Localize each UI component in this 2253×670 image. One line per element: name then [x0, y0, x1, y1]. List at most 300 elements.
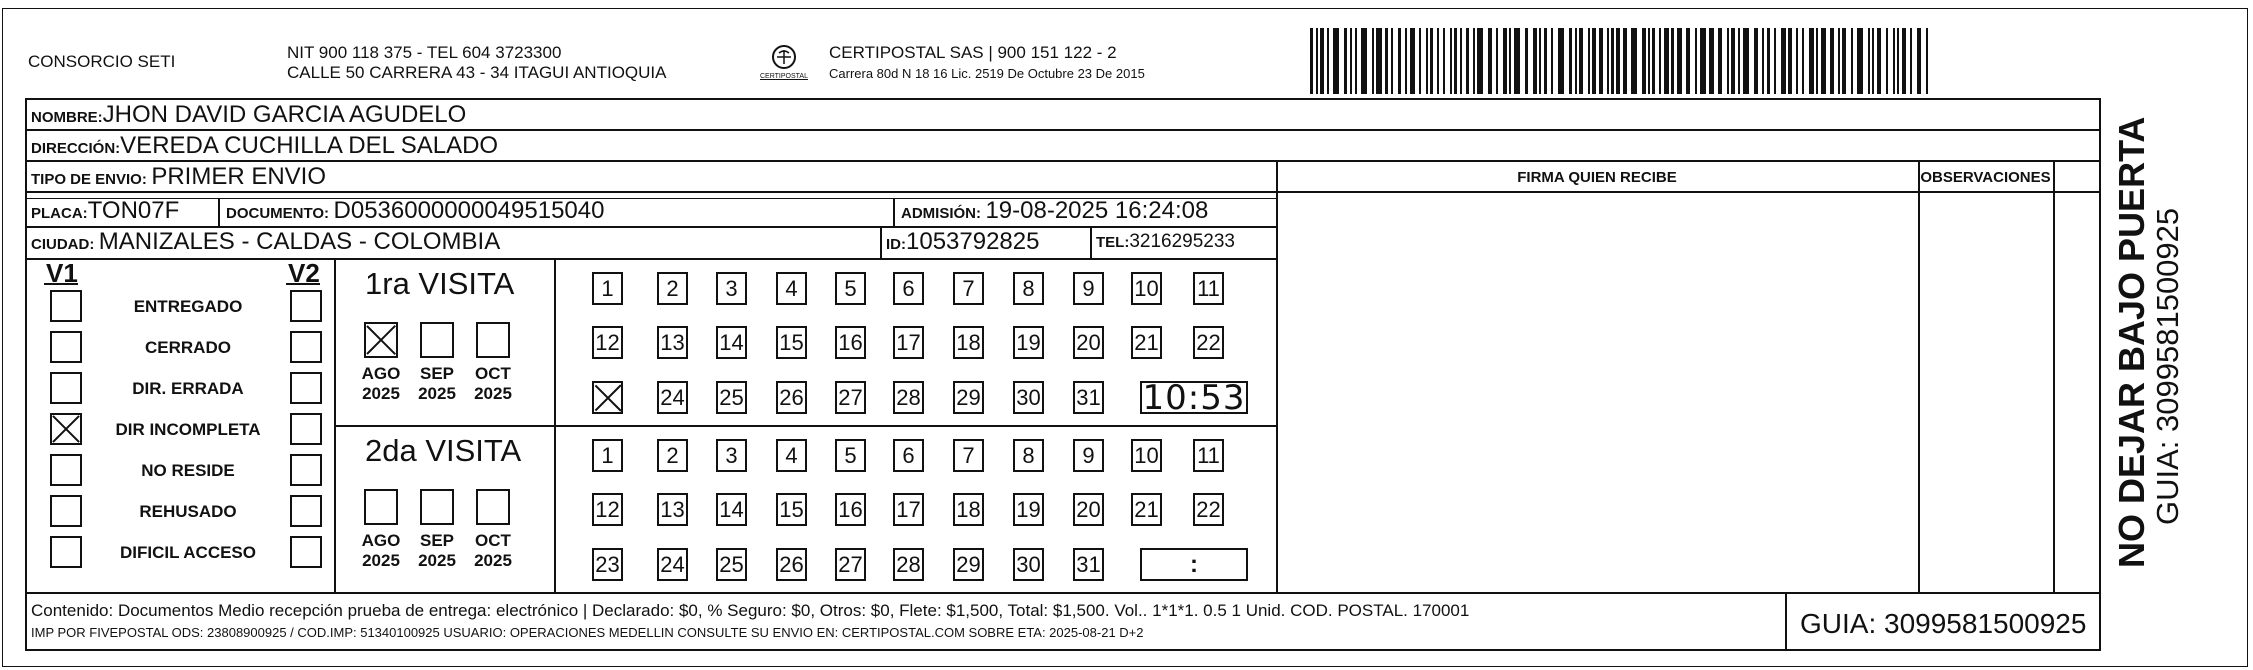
barcode-bar: [1767, 28, 1770, 94]
barcode-bar: [1738, 28, 1740, 94]
day-box[interactable]: [1193, 272, 1224, 305]
ciudad-value: MANIZALES - CALDAS - COLOMBIA: [98, 228, 501, 255]
barcode-bar: [1648, 28, 1650, 94]
day-box[interactable]: [835, 326, 866, 359]
day-number: 18: [956, 330, 981, 355]
v2-label: V2: [288, 258, 320, 288]
barcode-bar: [1830, 28, 1834, 94]
month-year: 2025: [362, 384, 400, 403]
day-box[interactable]: [953, 272, 984, 305]
v1-checkbox[interactable]: [50, 331, 82, 363]
day-box[interactable]: [657, 439, 688, 472]
nombre-label: NOMBRE:: [31, 109, 103, 126]
admision-label: ADMISIÓN:: [901, 205, 981, 222]
month-year: 2025: [418, 384, 456, 403]
day-number: 16: [838, 330, 863, 355]
barcode-bar: [1599, 28, 1603, 94]
barcode-bar: [1631, 28, 1637, 94]
status-label: CERRADO: [145, 338, 231, 357]
day-number: 15: [779, 330, 804, 355]
v1-checkbox[interactable]: [50, 536, 82, 568]
day-box[interactable]: [893, 326, 924, 359]
admision-value: 19-08-2025 16:24:08: [985, 197, 1209, 224]
barcode-bar: [1426, 28, 1428, 94]
barcode-bar: [1788, 28, 1792, 94]
day-box[interactable]: [657, 548, 688, 581]
day-box[interactable]: [1131, 439, 1162, 472]
day-box[interactable]: [1013, 381, 1044, 414]
footer-line: [25, 592, 2101, 594]
barcode-bar: [1695, 28, 1697, 94]
certipostal-line-2: Carrera 80d N 18 16 Lic. 2519 De Octubre 23 De 2015: [829, 66, 1145, 81]
tipo-envio-row: [31, 162, 326, 195]
barcode-bar: [1611, 28, 1614, 94]
barcode-bar: [1355, 28, 1357, 94]
certipostal-logo-icon: [760, 42, 808, 86]
barcode-bar: [1910, 28, 1912, 94]
day-box[interactable]: [657, 272, 688, 305]
direccion-value: VEREDA CUCHILLA DEL SALADO: [120, 132, 499, 159]
footer-guia: GUIA: 3099581500925: [1800, 608, 2087, 639]
nit-line-2: CALLE 50 CARRERA 43 - 34 ITAGUI ANTIOQUIA: [287, 63, 667, 82]
day-box[interactable]: [716, 439, 747, 472]
day-box[interactable]: [592, 272, 623, 305]
id-value: 1053792825: [906, 228, 1040, 255]
day-number: 13: [660, 497, 685, 522]
barcode-bar: [1350, 28, 1352, 94]
firma-header: FIRMA QUIEN RECIBE: [1517, 169, 1677, 186]
barcode-bar: [1842, 28, 1846, 94]
day-box[interactable]: [953, 493, 984, 526]
barcode-bar: [1868, 28, 1870, 94]
day-number: 25: [719, 385, 744, 410]
day-box[interactable]: [776, 493, 807, 526]
day-box[interactable]: [1013, 548, 1044, 581]
column-line: [1785, 592, 1787, 651]
barcode-bar: [1533, 28, 1537, 94]
day-number: 26: [779, 552, 804, 577]
barcode-bar: [1743, 28, 1749, 94]
barcode-bar: [1344, 28, 1347, 94]
barcode-bar: [1796, 28, 1798, 94]
direccion-row: [31, 131, 498, 164]
day-number: 8: [1022, 276, 1035, 301]
day-number: 4: [785, 443, 798, 468]
day-number: 2: [666, 276, 679, 301]
day-number: 27: [838, 552, 863, 577]
day-box[interactable]: [716, 548, 747, 581]
day-box[interactable]: [1193, 326, 1224, 359]
day-box[interactable]: [835, 272, 866, 305]
day-box[interactable]: [893, 381, 924, 414]
nombre-value: JHON DAVID GARCIA AGUDELO: [102, 101, 467, 128]
day-box[interactable]: [1013, 326, 1044, 359]
day-box[interactable]: [716, 326, 747, 359]
day-number: 15: [779, 497, 804, 522]
barcode-bar: [1902, 28, 1906, 94]
day-box[interactable]: [776, 548, 807, 581]
day-box[interactable]: [893, 439, 924, 472]
day-box[interactable]: [592, 439, 623, 472]
barcode-bar: [1893, 28, 1895, 94]
month-name: OCT: [475, 364, 511, 383]
day-box[interactable]: [716, 493, 747, 526]
day-box[interactable]: [592, 493, 623, 526]
barcode-bar: [1664, 28, 1669, 94]
day-number: 1: [601, 443, 614, 468]
day-box[interactable]: [835, 548, 866, 581]
day-number: 7: [962, 443, 975, 468]
day-box[interactable]: [835, 439, 866, 472]
time-box[interactable]: [1140, 378, 1248, 418]
documento-row: [226, 196, 604, 229]
day-box[interactable]: [893, 272, 924, 305]
barcode-bar: [1781, 28, 1786, 94]
footer-imp: IMP POR FIVEPOSTAL ODS: 23808900925 / COD.IMP: 51340100925 USUARIO: OPERACIONES MEDELLIN CONSULTE SU ENVIO EN: CERTIPOSTAL.COM SOBRE ETA: 2025-08-21 D+2: [31, 625, 1144, 640]
placa-row: [31, 196, 179, 229]
barcode-bar: [1333, 28, 1339, 94]
documento-value: D0536000000049515040: [333, 197, 605, 224]
barcode-bar: [1477, 28, 1483, 94]
day-number: 6: [902, 443, 915, 468]
barcode-bar: [1926, 28, 1928, 94]
v1-label: V1: [46, 258, 78, 288]
day-box[interactable]: [953, 381, 984, 414]
cell-line: [880, 226, 882, 258]
v1-underline: [44, 283, 78, 285]
v2-underline: [286, 283, 320, 285]
day-number: 21: [1134, 330, 1159, 355]
time-box[interactable]: [1140, 548, 1248, 581]
day-number: 10: [1134, 443, 1159, 468]
barcode-bar: [1460, 28, 1462, 94]
day-number: 20: [1076, 497, 1101, 522]
barcode-bar: [1886, 28, 1888, 94]
v1-checkbox[interactable]: [50, 413, 82, 445]
barcode-bar: [1838, 28, 1840, 94]
status-label: DIR INCOMPLETA: [115, 420, 261, 439]
barcode-bar: [1709, 28, 1714, 94]
barcode-bar: [1816, 28, 1818, 94]
v2-checkbox[interactable]: [290, 413, 322, 445]
barcode-bar: [1877, 28, 1881, 94]
barcode-bar: [1754, 28, 1758, 94]
day-number: 31: [1076, 552, 1101, 577]
day-box[interactable]: [776, 272, 807, 305]
month-label: [468, 364, 518, 404]
barcode-bar: [1509, 28, 1511, 94]
column-line: [2053, 160, 2055, 592]
barcode-bar: [1419, 28, 1421, 94]
day-box[interactable]: [592, 381, 623, 414]
v1-checkbox[interactable]: [50, 372, 82, 404]
v1-checkbox[interactable]: [50, 495, 82, 527]
barcode-bar: [1398, 28, 1401, 94]
logo-text: CERTIPOSTAL: [760, 73, 808, 80]
barcode-bar: [1372, 28, 1374, 94]
barcode-bar: [1917, 28, 1921, 94]
barcode-bar: [1762, 28, 1764, 94]
nit-line-1: NIT 900 118 375 - TEL 604 3723300: [287, 43, 562, 62]
day-number: 23: [595, 552, 620, 577]
barcode-bar: [1496, 28, 1498, 94]
barcode-bar: [1525, 28, 1528, 94]
barcode-bar: [1488, 28, 1492, 94]
day-number: 27: [838, 385, 863, 410]
v2-checkbox[interactable]: [290, 454, 322, 486]
day-number: 5: [844, 276, 857, 301]
barcode-bar: [1642, 28, 1646, 94]
day-number: 18: [956, 497, 981, 522]
barcode-bar: [1809, 28, 1814, 94]
visit-title: 1ra VISITA: [365, 266, 515, 301]
v1-checkbox[interactable]: [50, 454, 82, 486]
month-checkbox[interactable]: [476, 322, 510, 358]
v2-checkbox[interactable]: [290, 372, 322, 404]
day-number: 17: [896, 497, 921, 522]
day-box[interactable]: [893, 548, 924, 581]
month-checkbox[interactable]: [476, 489, 510, 525]
tipo-envio-value: PRIMER ENVIO: [151, 163, 327, 190]
nombre-row: [31, 100, 466, 133]
day-number: 28: [896, 552, 921, 577]
barcode-bar: [1503, 28, 1507, 94]
day-number: 2: [666, 443, 679, 468]
barcode-bar: [1551, 28, 1553, 94]
day-box[interactable]: [953, 326, 984, 359]
status-label: REHUSADO: [139, 502, 237, 521]
day-number: 14: [719, 497, 744, 522]
barcode-bar: [1385, 28, 1388, 94]
barcode-bar: [1727, 28, 1729, 94]
barcode-bar: [1410, 28, 1415, 94]
no-dejar-bajo-puerta: NO DEJAR BAJO PUERTA: [2111, 116, 2152, 568]
day-number: 10: [1134, 276, 1159, 301]
barcode-bar: [1539, 28, 1541, 94]
day-number: 24: [660, 552, 685, 577]
day-box[interactable]: [893, 493, 924, 526]
barcode-bar: [1327, 28, 1329, 94]
month-checkbox[interactable]: [420, 322, 454, 358]
cell-line: [893, 198, 895, 226]
day-box[interactable]: [657, 381, 688, 414]
certipostal-line-1: CERTIPOSTAL SAS | 900 151 122 - 2: [829, 43, 1117, 62]
tel-row: [1096, 227, 1235, 258]
cell-line: [218, 198, 220, 226]
day-box[interactable]: [776, 381, 807, 414]
barcode-bar: [1588, 28, 1590, 94]
time-value: 10:53: [1142, 378, 1246, 418]
status-label: NO RESIDE: [141, 461, 235, 480]
barcode-bar: [1579, 28, 1583, 94]
barcode-bar: [1872, 28, 1874, 94]
barcode-bar: [1316, 28, 1318, 94]
day-number: 29: [956, 385, 981, 410]
tipo-envio-label: TIPO DE ENVIO:: [31, 171, 147, 188]
day-box[interactable]: [1073, 493, 1104, 526]
month-name: AGO: [361, 531, 401, 550]
barcode-bar: [1616, 28, 1620, 94]
barcode-bar: [1430, 28, 1433, 94]
barcode-bar: [1700, 28, 1706, 94]
day-box[interactable]: [1073, 548, 1104, 581]
id-row: [886, 227, 1039, 260]
day-number: 25: [719, 552, 744, 577]
barcode-bar: [1320, 28, 1324, 94]
admision-row: [901, 196, 1208, 229]
v1-checkbox[interactable]: [50, 290, 82, 322]
v2-checkbox[interactable]: [290, 536, 322, 568]
day-box[interactable]: [835, 381, 866, 414]
status-label: DIR. ERRADA: [132, 379, 244, 398]
barcode-bar: [1592, 28, 1596, 94]
barcode-bar: [1652, 28, 1655, 94]
barcode-bar: [1454, 28, 1457, 94]
day-box[interactable]: [953, 548, 984, 581]
day-box[interactable]: [835, 493, 866, 526]
day-box[interactable]: [657, 493, 688, 526]
day-number: 29: [956, 552, 981, 577]
day-number: 3: [725, 443, 738, 468]
barcode-bar: [1443, 28, 1445, 94]
day-box[interactable]: [1131, 272, 1162, 305]
day-number: 21: [1134, 497, 1159, 522]
day-box[interactable]: [1131, 326, 1162, 359]
barcode-bar: [1659, 28, 1661, 94]
day-box[interactable]: [1073, 272, 1104, 305]
status-label: DIFICIL ACCESO: [119, 543, 256, 562]
visit-divider: [334, 425, 1276, 427]
footer-contenido: Contenido: Documentos Medio recepción prueba de entrega: electrónico | Declarado: $0, % Seguro: $0, Otros: $0, Flete: $1,500, Total: $1,500. Vol.. 1*1*1. 0.5 1 Unid. COD. POSTAL. 170001: [31, 601, 1470, 620]
month-checkbox[interactable]: [420, 489, 454, 525]
day-box[interactable]: [953, 439, 984, 472]
month-checkbox[interactable]: [364, 489, 398, 525]
day-box[interactable]: [716, 381, 747, 414]
day-box[interactable]: [1073, 326, 1104, 359]
day-number: 3: [725, 276, 738, 301]
barcode-bar: [1774, 28, 1776, 94]
day-box[interactable]: [1013, 493, 1044, 526]
direccion-label: DIRECCIÓN:: [31, 140, 121, 157]
row-line: [25, 191, 2101, 193]
month-name: AGO: [361, 364, 401, 383]
day-number: 17: [896, 330, 921, 355]
side-guia: GUIA: 3099581500925: [2150, 207, 2185, 525]
id-label: ID:: [886, 236, 906, 253]
barcode-bar: [1897, 28, 1899, 94]
month-checkbox[interactable]: [364, 322, 398, 358]
ciudad-row: [31, 227, 500, 260]
barcode-bar: [1857, 28, 1863, 94]
v2-checkbox[interactable]: [290, 495, 322, 527]
month-label: [412, 531, 462, 571]
column-line: [1918, 160, 1920, 592]
day-number: 20: [1076, 330, 1101, 355]
month-name: OCT: [475, 531, 511, 550]
month-year: 2025: [474, 551, 512, 570]
day-box[interactable]: [1131, 493, 1162, 526]
day-number: 19: [1016, 330, 1041, 355]
v2-checkbox[interactable]: [290, 331, 322, 363]
observaciones-header: OBSERVACIONES: [1920, 169, 2051, 186]
barcode-bar: [1405, 28, 1407, 94]
cell-line: [1090, 226, 1092, 258]
day-number: 28: [896, 385, 921, 410]
barcode-bar: [1450, 28, 1452, 94]
day-box[interactable]: [776, 326, 807, 359]
day-box[interactable]: [1193, 493, 1224, 526]
barcode-bar: [1802, 28, 1804, 94]
barcode-bar: [1361, 28, 1367, 94]
day-number: 19: [1016, 497, 1041, 522]
day-box[interactable]: [657, 326, 688, 359]
day-number: 11: [1197, 276, 1220, 301]
month-name: SEP: [419, 364, 455, 383]
day-box[interactable]: [1013, 439, 1044, 472]
barcode-bar: [1851, 28, 1853, 94]
day-box[interactable]: [1073, 381, 1104, 414]
day-box[interactable]: [592, 326, 623, 359]
day-number: 12: [595, 497, 620, 522]
month-name: SEP: [419, 531, 455, 550]
month-year: 2025: [474, 384, 512, 403]
day-number: 4: [785, 276, 798, 301]
visit-title: 2da VISITA: [365, 433, 522, 468]
day-number: 11: [1197, 443, 1220, 468]
day-number: 14: [719, 330, 744, 355]
day-number: 26: [779, 385, 804, 410]
month-year: 2025: [418, 551, 456, 570]
status-label: ENTREGADO: [133, 297, 243, 316]
barcode-bar: [1623, 28, 1627, 94]
month-label: [412, 364, 462, 404]
day-box[interactable]: [1193, 439, 1224, 472]
day-number: 16: [838, 497, 863, 522]
time-value: :: [1190, 551, 1198, 578]
barcode-bar: [1718, 28, 1722, 94]
day-number: 24: [660, 385, 685, 410]
barcode-bar: [1473, 28, 1475, 94]
barcode-bar: [1376, 28, 1382, 94]
day-number: 22: [1196, 497, 1221, 522]
day-number: 30: [1016, 552, 1041, 577]
day-box[interactable]: [716, 272, 747, 305]
barcode-bar: [1677, 28, 1682, 94]
month-label: [468, 531, 518, 571]
day-number: 9: [1082, 443, 1095, 468]
column-line: [1276, 160, 1278, 592]
barcode-bar: [1437, 28, 1439, 94]
day-box[interactable]: [592, 548, 623, 581]
day-number: 30: [1016, 385, 1041, 410]
barcode-bar: [1821, 28, 1826, 94]
day-number: 22: [1196, 330, 1221, 355]
month-label: [356, 531, 406, 571]
day-number: 5: [844, 443, 857, 468]
day-box[interactable]: [1073, 439, 1104, 472]
visit-divider-vertical: [554, 258, 556, 592]
barcode-bar: [1544, 28, 1547, 94]
day-box[interactable]: [1013, 272, 1044, 305]
placa-label: PLACA:: [31, 205, 88, 222]
documento-label: DOCUMENTO:: [226, 205, 330, 222]
day-box[interactable]: [776, 439, 807, 472]
barcode-bar: [1731, 28, 1735, 94]
company-name: CONSORCIO SETI: [28, 52, 176, 71]
v2-checkbox[interactable]: [290, 290, 322, 322]
barcode-bar: [1607, 28, 1609, 94]
barcode-bar: [1671, 28, 1674, 94]
